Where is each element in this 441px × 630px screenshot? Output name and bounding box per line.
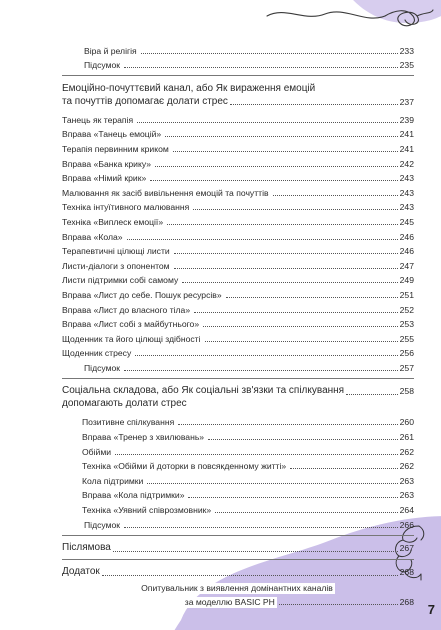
- dot-leader: [182, 282, 397, 283]
- toc-entry-title: Техніка «Обійми й доторки в повсякденному житті»: [62, 461, 288, 472]
- toc-entry-title: Вправа «Лист до власного тіла»: [62, 304, 191, 315]
- toc-entry-page: 256: [399, 348, 414, 359]
- section-title-line: Додаток: [62, 566, 100, 578]
- toc-entry: [62, 213, 414, 228]
- page-number: 7: [427, 602, 435, 617]
- toc-entry-page: 268: [399, 597, 414, 608]
- toc-entry-page: 263: [399, 490, 414, 501]
- toc-entry-title: Вправа «Німий крик»: [62, 173, 147, 184]
- toc-entry-title: Щоденник та його цілющі здібності: [62, 333, 201, 344]
- toc-entry-title: Підсумок: [62, 520, 122, 531]
- toc-entry: [62, 184, 414, 199]
- toc-entry: [62, 286, 414, 301]
- dot-leader: [173, 151, 398, 152]
- toc-entry-page: 243: [399, 173, 414, 184]
- toc-entry-page: 241: [399, 143, 414, 154]
- toc-entry-page: 266: [399, 519, 414, 530]
- section-page: 237: [399, 96, 414, 107]
- dot-leader: [135, 355, 397, 356]
- toc-entry-page: 252: [399, 304, 414, 315]
- toc-entry-title: Обійми: [62, 447, 113, 458]
- toc-entry: [62, 443, 414, 458]
- toc-entry: [62, 458, 414, 473]
- toc-entry-page: 249: [399, 275, 414, 286]
- toc-entry-title: Позитивне спілкування: [62, 417, 176, 428]
- toc-entry-page: 235: [399, 60, 414, 71]
- toc-entry-title: Вправа «Тренер з хвилювань»: [62, 432, 206, 443]
- toc-entry-title: Вправа «Банка крику»: [62, 158, 152, 169]
- toc-entry-title: Вправа «Кола»: [62, 231, 123, 242]
- toc-section-heading: [62, 566, 414, 579]
- dot-leader: [141, 53, 398, 54]
- dot-leader: [174, 268, 398, 269]
- toc-entry-page: 239: [399, 114, 414, 125]
- toc-entry: [62, 516, 414, 531]
- toc-entry-page: 261: [399, 432, 414, 443]
- toc-entry: [62, 170, 414, 185]
- toc-entry: [62, 472, 414, 487]
- dot-leader: [174, 253, 398, 254]
- toc-entry-title: Віра й релігія: [62, 46, 139, 57]
- toc-entry-page: 262: [399, 461, 414, 472]
- toc-entry: [62, 57, 414, 72]
- toc-entry: [62, 228, 414, 243]
- toc-entry-title: Листи підтримки собі самому: [62, 275, 179, 286]
- toc-entry-title: Терапія первинним криком: [62, 143, 169, 154]
- toc-entry: [62, 501, 414, 516]
- table-of-contents: [62, 42, 414, 608]
- dot-leader: [346, 394, 398, 395]
- section-page: 267: [399, 543, 414, 554]
- dot-leader: [124, 370, 398, 371]
- dot-leader: [208, 439, 398, 440]
- toc-entry: [62, 42, 414, 57]
- dot-leader: [194, 312, 398, 313]
- toc-entry-page: 253: [399, 319, 414, 330]
- dot-leader: [137, 122, 398, 123]
- dot-leader: [147, 483, 397, 484]
- toc-entry: [62, 199, 414, 214]
- toc-entry-page: 263: [399, 475, 414, 486]
- toc-entry-title: Техніка «Виплеск емоції»: [62, 216, 164, 227]
- toc-entry-page: 245: [399, 216, 414, 227]
- toc-entry-page: 243: [399, 187, 414, 198]
- dot-leader: [226, 297, 398, 298]
- decorative-scribble: [265, 2, 435, 42]
- toc-entry-page: 247: [399, 260, 414, 271]
- dot-leader: [205, 341, 398, 342]
- toc-entry-title: Підсумок: [62, 60, 122, 71]
- toc-entry-page: 264: [399, 505, 414, 516]
- toc-entry-page: 242: [399, 158, 414, 169]
- toc-entry-page: 257: [399, 362, 414, 373]
- toc-entry-page: 243: [399, 202, 414, 213]
- toc-entry: [62, 243, 414, 258]
- toc-entry-title: Техніка «Уявний співрозмовник»: [62, 505, 213, 516]
- toc-entry-page: 246: [399, 246, 414, 257]
- toc-entry-page: 241: [399, 129, 414, 140]
- section-title-line: Післямова: [62, 542, 111, 554]
- dot-leader: [165, 136, 397, 137]
- section-title-line: Емоційно-почуттєвий канал, або Як вираження емоцій: [62, 82, 316, 94]
- section-divider: [62, 378, 414, 379]
- toc-section-heading: [62, 82, 414, 108]
- toc-entry: [62, 582, 414, 594]
- dot-leader: [203, 326, 398, 327]
- section-title-line: Соціальна складова, або Як соціальні зв'язки та спілкування: [62, 385, 345, 397]
- toc-entry-title: Кола підтримки: [62, 476, 145, 487]
- toc-entry: [62, 111, 414, 126]
- toc-entry: [62, 359, 414, 374]
- dot-leader: [279, 604, 398, 605]
- section-page: 258: [399, 386, 414, 397]
- dot-leader: [115, 454, 398, 455]
- toc-entry: [62, 428, 414, 443]
- toc-section-heading: [62, 385, 414, 411]
- toc-entry: [62, 155, 414, 170]
- dot-leader: [290, 468, 397, 469]
- dot-leader: [193, 209, 397, 210]
- toc-entry-title: Вправа «Танець емоцій»: [62, 129, 162, 140]
- section-title-line: та почуттів допомагає долати стрес: [62, 95, 228, 107]
- dot-leader: [113, 551, 398, 552]
- toc-entry: [62, 126, 414, 141]
- toc-entry-title: Листи-діалоги з опонентом: [62, 260, 170, 271]
- toc-entry: [62, 257, 414, 272]
- dot-leader: [188, 497, 397, 498]
- toc-entry-title: Вправа «Лист до себе. Пошук ресурсів»: [62, 289, 222, 300]
- section-title-line: допомагають долати стрес: [62, 398, 187, 410]
- toc-entry-page: 246: [399, 231, 414, 242]
- dot-leader: [273, 195, 398, 196]
- toc-entry: [62, 487, 414, 502]
- toc-entry-page: 255: [399, 333, 414, 344]
- toc-entry: [62, 316, 414, 331]
- section-divider: [62, 75, 414, 76]
- dot-leader: [124, 527, 398, 528]
- toc-entry-page: 260: [399, 417, 414, 428]
- toc-entry: [62, 301, 414, 316]
- dot-leader: [215, 512, 397, 513]
- toc-entry-title: Техніка інтуїтивного малювання: [62, 202, 190, 213]
- toc-entry-title: Танець як терапія: [62, 114, 134, 125]
- toc-entry-title: Опитувальник з виявлення домінантних каналів: [141, 582, 333, 593]
- toc-entry-title: Щоденник стресу: [62, 348, 132, 359]
- dot-leader: [150, 180, 397, 181]
- section-divider: [62, 535, 414, 536]
- dot-leader: [124, 67, 398, 68]
- dot-leader: [127, 239, 398, 240]
- toc-section-heading: [62, 542, 414, 555]
- toc-entry: [62, 140, 414, 155]
- toc-entry: [62, 330, 414, 345]
- toc-entry: [62, 594, 414, 609]
- toc-entry: [62, 272, 414, 287]
- section-page: 268: [399, 567, 414, 578]
- toc-entry-title: Вправа «Кола підтримки»: [62, 490, 186, 501]
- toc-entry: [62, 345, 414, 360]
- dot-leader: [102, 575, 398, 576]
- toc-entry-page: 233: [399, 45, 414, 56]
- dot-leader: [178, 424, 397, 425]
- dot-leader: [155, 166, 398, 167]
- toc-entry-title: Терапевтичні цілющі листи: [62, 246, 170, 257]
- toc-entry-page: 262: [399, 446, 414, 457]
- toc-entry-title: Підсумок: [62, 363, 122, 374]
- section-divider: [62, 559, 414, 560]
- toc-entry-title: за моделлю BASIC PH: [184, 597, 275, 608]
- toc-entry-page: 251: [399, 289, 414, 300]
- toc-entry-title: Вправа «Лист собі з майбутнього»: [62, 319, 200, 330]
- dot-leader: [230, 104, 398, 105]
- dot-leader: [167, 224, 398, 225]
- toc-entry-title: Малювання як засіб вивільнення емоцій та почуттів: [62, 187, 269, 198]
- toc-entry: [62, 414, 414, 429]
